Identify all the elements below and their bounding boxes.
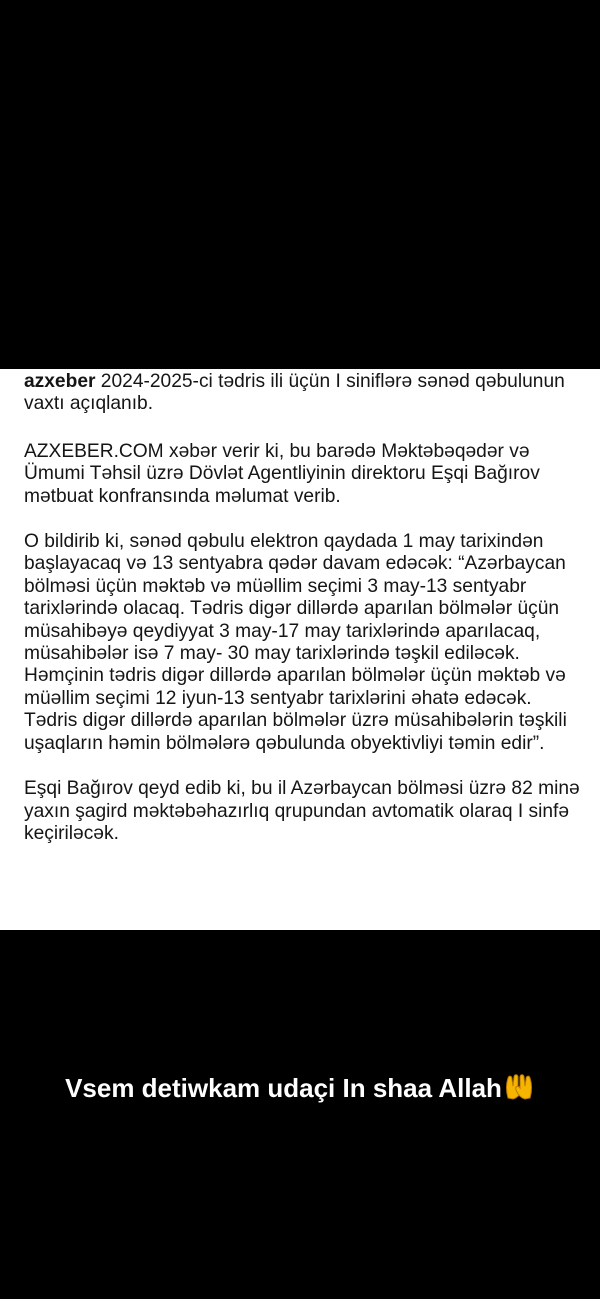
headline-text: 2024-2025-ci tədris ili üçün I siniflərə sənəd qəbulunun vaxtı açıqlanıb. <box>24 371 565 415</box>
news-screenshot-panel <box>0 369 600 930</box>
article-paragraph-1 <box>24 371 584 416</box>
top-black-area <box>0 0 600 369</box>
article-paragraph-4: Eşqi Bağırov qeyd edib ki, bu il Azərbaycan bölməsi üzrə 82 minə yaxın şagird məktəbəhazırlıq qrupundan avtomatik olaraq I sinfə keçiriləcək. <box>24 778 580 844</box>
article-paragraph-3: O bildirib ki, sənəd qəbulu elektron qaydada 1 may tarixindən başlayacaq və 13 sentyabra qədər davam edəcək: “Azərbaycan bölməsi üçün məktəb və müəllim seçimi 3 may-13 sentyabr tarixlərində olacaq. Tədris digər dillərdə aparılan bölmələr üçün müsahibəyə qeydiyyat 3 may-17 may tarixlərində aparılacaq, müsahibələr isə 7 may- 30 may tarixlərində təşkil ediləcək. Həmçinin tədris digər dillərdə aparılan bölmələr üçün məktəb və müəllim seçimi 12 iyun-13 sentyabr tarixlərini əhatə edəcək. Tədris digər dillərdə aparılan bölmələr üzrə müsahibələrin təşkili uşaqların həmin bölmələrə qəbulunda obyektivliyi təmin edir”. <box>24 531 567 754</box>
source-brand: azxeber <box>24 371 96 392</box>
story-caption <box>0 1068 600 1111</box>
article-paragraph-2: AZXEBER.COM xəbər verir ki, bu barədə Məktəbəqədər və Ümumi Təhsil üzrə Dövlət Agentliyinin direktoru Eşqi Bağırov mətbuat konfransında məlumat verib. <box>24 440 540 507</box>
article-text <box>24 371 584 867</box>
caption-text: Vsem detiwkam udaçi In shaa Allah <box>65 1073 502 1103</box>
raising-hands-icon <box>503 1071 535 1111</box>
